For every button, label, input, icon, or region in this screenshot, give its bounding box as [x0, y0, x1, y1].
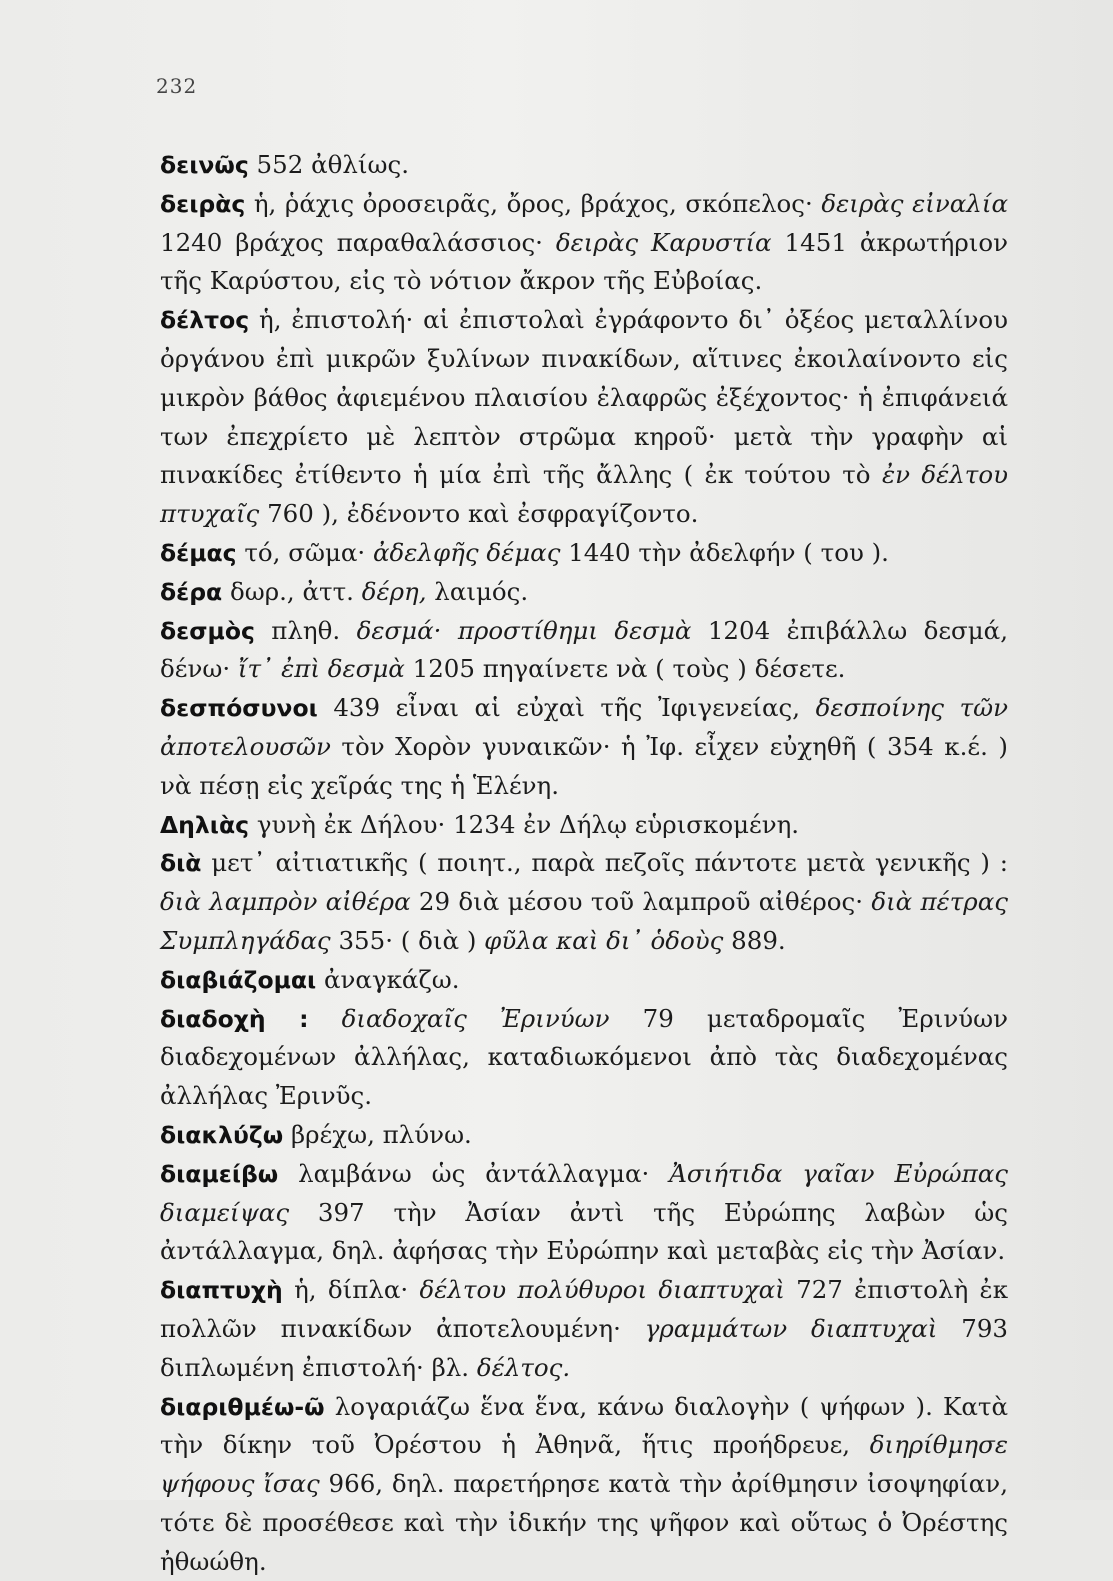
italic-citation: δειρὰς Καρυστία	[556, 228, 772, 257]
definition-text: 355· ( διὰ )	[331, 926, 485, 955]
definition-text: τό, σῶμα·	[237, 538, 373, 567]
definition-text: 439 εἶναι αἱ εὐχαὶ τῆς Ἰφιγενείας,	[318, 693, 816, 722]
italic-citation: δέρη,	[362, 577, 427, 606]
glossary-entry	[160, 534, 1008, 573]
definition-text: ἀναγκάζω.	[316, 965, 459, 994]
glossary-entry	[160, 961, 1008, 1000]
glossary-entry	[160, 612, 1008, 690]
italic-citation: διὰ πέτρας Συμπληγάδας	[160, 887, 1008, 955]
italic-citation: διαδοχαῖς Ἐρινύων	[342, 1004, 610, 1033]
headword: δέμας	[160, 539, 237, 567]
headword: διὰ	[160, 849, 201, 877]
headword: Δηλιὰς	[160, 811, 249, 839]
glossary-entry	[160, 844, 1008, 960]
headword: δειρὰς	[160, 190, 245, 218]
glossary-entries	[160, 146, 1008, 1581]
definition-text: πληθ.	[255, 616, 357, 645]
italic-citation: φῦλα καὶ δι᾽ ὁδοὺς	[484, 926, 723, 955]
definition-text: 1440 τὴν ἀδελφήν ( του ).	[560, 538, 889, 567]
glossary-entry	[160, 1116, 1008, 1155]
definition-text: 966, δηλ. παρετήρησε κατὰ τὴν ἀρίθμησιν ἰσοψηφίαν, τότε δὲ προσέθεσε καὶ τὴν ἰδικήν της ψῆφον καὶ οὕτως ὁ Ὀρέστης ἠθωώθη.	[160, 1469, 1008, 1576]
italic-citation: ἀδελφῆς δέμας	[373, 538, 560, 567]
italic-citation: γραμμάτων διαπτυχαὶ	[645, 1314, 938, 1343]
definition-text: τὸν Χορὸν γυναικῶν· ἡ Ἰφ. εἶχεν εὐχηθῆ ( 354 κ.έ. ) νὰ πέσῃ εἰς χεῖράς της ἡ Ἑλένη.	[160, 732, 1008, 800]
definition-text: ἡ, ῥάχις ὀροσειρᾶς, ὄρος, βράχος, σκόπελος·	[245, 189, 821, 218]
page-number: 232	[156, 74, 197, 98]
definition-text: λαιμός.	[427, 577, 529, 606]
definition-text: λογαριάζω ἕνα ἕνα, κάνω διαλογὴν ( ψήφων ). Κατὰ τὴν δίκην τοῦ Ὀρέστου ἡ Ἀθηνᾶ, ἥτις προήδρευε,	[160, 1392, 1008, 1460]
definition-text: λαμβάνω ὡς ἀντάλλαγμα·	[278, 1159, 669, 1188]
headword: διαδοχὴ :	[160, 1005, 309, 1033]
italic-citation: διὰ λαμπρὸν αἰθέρα	[160, 887, 411, 916]
definition-text: 397 τὴν Ἀσίαν ἀντὶ τῆς Εὐρώπης λαβὼν ὡς ἀντάλλαγμα, δηλ. ἀφήσας τὴν Εὐρώπην καὶ μεταβὰς εἰς τὴν Ἀσίαν.	[160, 1198, 1008, 1266]
italic-citation: διηρίθμησε ψήφους ἴσας	[160, 1430, 1008, 1498]
definition-text: 793 διπλωμένη ἐπιστολή· βλ.	[160, 1314, 1008, 1382]
italic-citation: ἐν δέλτου πτυχαῖς	[160, 460, 1008, 528]
headword: διαμείβω	[160, 1160, 278, 1188]
definition-text: ἡ, ἐπιστολή· αἱ ἐπιστολαὶ ἐγράφοντο δι᾽ ὀξέος μεταλλίνου ὀργάνου ἐπὶ μικρῶν ξυλίνων πινακίδων, αἵτινες ἐκοιλαίνοντο εἰς μικρὸν βάθος ἀφιεμένου πλαισίου ἐλαφρῶς ἐξέχοντος· ἡ ἐπιφάνειά των ἐπεχρίετο μὲ λεπτὸν στρῶμα κηροῦ· μετὰ τὴν γραφὴν αἱ πινακίδες ἐτίθεντο ἡ μία ἐπὶ τῆς ἄλλης ( ἐκ τούτου τὸ	[160, 305, 1008, 489]
headword: δεσπόσυνοι	[160, 694, 318, 722]
headword: δέρα	[160, 578, 222, 606]
glossary-entry	[160, 1155, 1008, 1271]
italic-citation: δεσμά· προστίθημι δεσμὰ	[357, 616, 692, 645]
definition-text	[309, 1004, 342, 1033]
headword: διαβιάζομαι	[160, 966, 316, 994]
glossary-entry	[160, 185, 1008, 301]
headword: διαπτυχὴ	[160, 1276, 283, 1304]
definition-text: 552 ἀθλίως.	[249, 150, 409, 179]
definition-text: 1451 ἀκρωτήριον τῆς Καρύστου, εἰς τὸ νότιον ἄκρον τῆς Εὐβοίας.	[160, 228, 1008, 296]
headword: διαριθμέω-ῶ	[160, 1393, 325, 1421]
glossary-entry	[160, 806, 1008, 845]
definition-text: 1204 ἐπιβάλλω δεσμά, δένω·	[160, 616, 1008, 684]
definition-text: 29 διὰ μέσου τοῦ λαμπροῦ αἰθέρος·	[411, 887, 872, 916]
definition-text: γυνὴ ἐκ Δήλου· 1234 ἐν Δήλῳ εὑρισκομένη.	[249, 810, 799, 839]
italic-citation: δέλτου πολύθυροι διαπτυχαὶ	[419, 1275, 784, 1304]
italic-citation: ἴτ᾽ ἐπὶ δεσμὰ	[238, 654, 405, 683]
definition-text: ἡ, δίπλα·	[283, 1275, 420, 1304]
definition-text: 1240 βράχος παραθαλάσσιος·	[160, 228, 556, 257]
glossary-entry	[160, 1271, 1008, 1387]
definition-text: βρέχω, πλύνω.	[283, 1120, 472, 1149]
glossary-entry	[160, 1388, 1008, 1581]
headword: διακλύζω	[160, 1121, 283, 1149]
italic-citation: δειρὰς εἰναλία	[821, 189, 1008, 218]
headword: δέλτος	[160, 306, 249, 334]
headword: δεινῶς	[160, 151, 249, 179]
glossary-entry	[160, 573, 1008, 612]
definition-text: μετ᾽ αἰτιατικῆς ( ποιητ., παρὰ πεζοῖς πάντοτε μετὰ γενικῆς ) :	[201, 848, 1008, 877]
glossary-entry	[160, 146, 1008, 185]
headword: δεσμὸς	[160, 617, 255, 645]
definition-text: 1205 πηγαίνετε νὰ ( τοὺς ) δέσετε.	[405, 654, 846, 683]
definition-text: 889.	[723, 926, 785, 955]
definition-text: 760 ), ἐδένοντο καὶ ἐσφραγίζοντο.	[259, 499, 698, 528]
glossary-entry	[160, 689, 1008, 805]
glossary-entry	[160, 1000, 1008, 1116]
italic-citation: δέλτος.	[477, 1353, 570, 1382]
definition-text: δωρ., ἀττ.	[222, 577, 362, 606]
italic-citation: δεσποίνης τῶν ἀποτελουσῶν	[160, 693, 1008, 761]
definition-text: 727 ἐπιστολὴ ἐκ πολλῶν πινακίδων ἀποτελουμένη·	[160, 1275, 1008, 1343]
glossary-entry	[160, 301, 1008, 534]
definition-text: 79 μεταδρομαῖς Ἐρινύων διαδεχομένων ἀλλήλας, καταδιωκόμενοι ἀπὸ τὰς διαδεχομένας ἀλλήλας Ἐρινῦς.	[160, 1004, 1008, 1111]
italic-citation: Ἀσιήτιδα γαῖαν Εὐρώπας διαμείψας	[160, 1159, 1008, 1227]
